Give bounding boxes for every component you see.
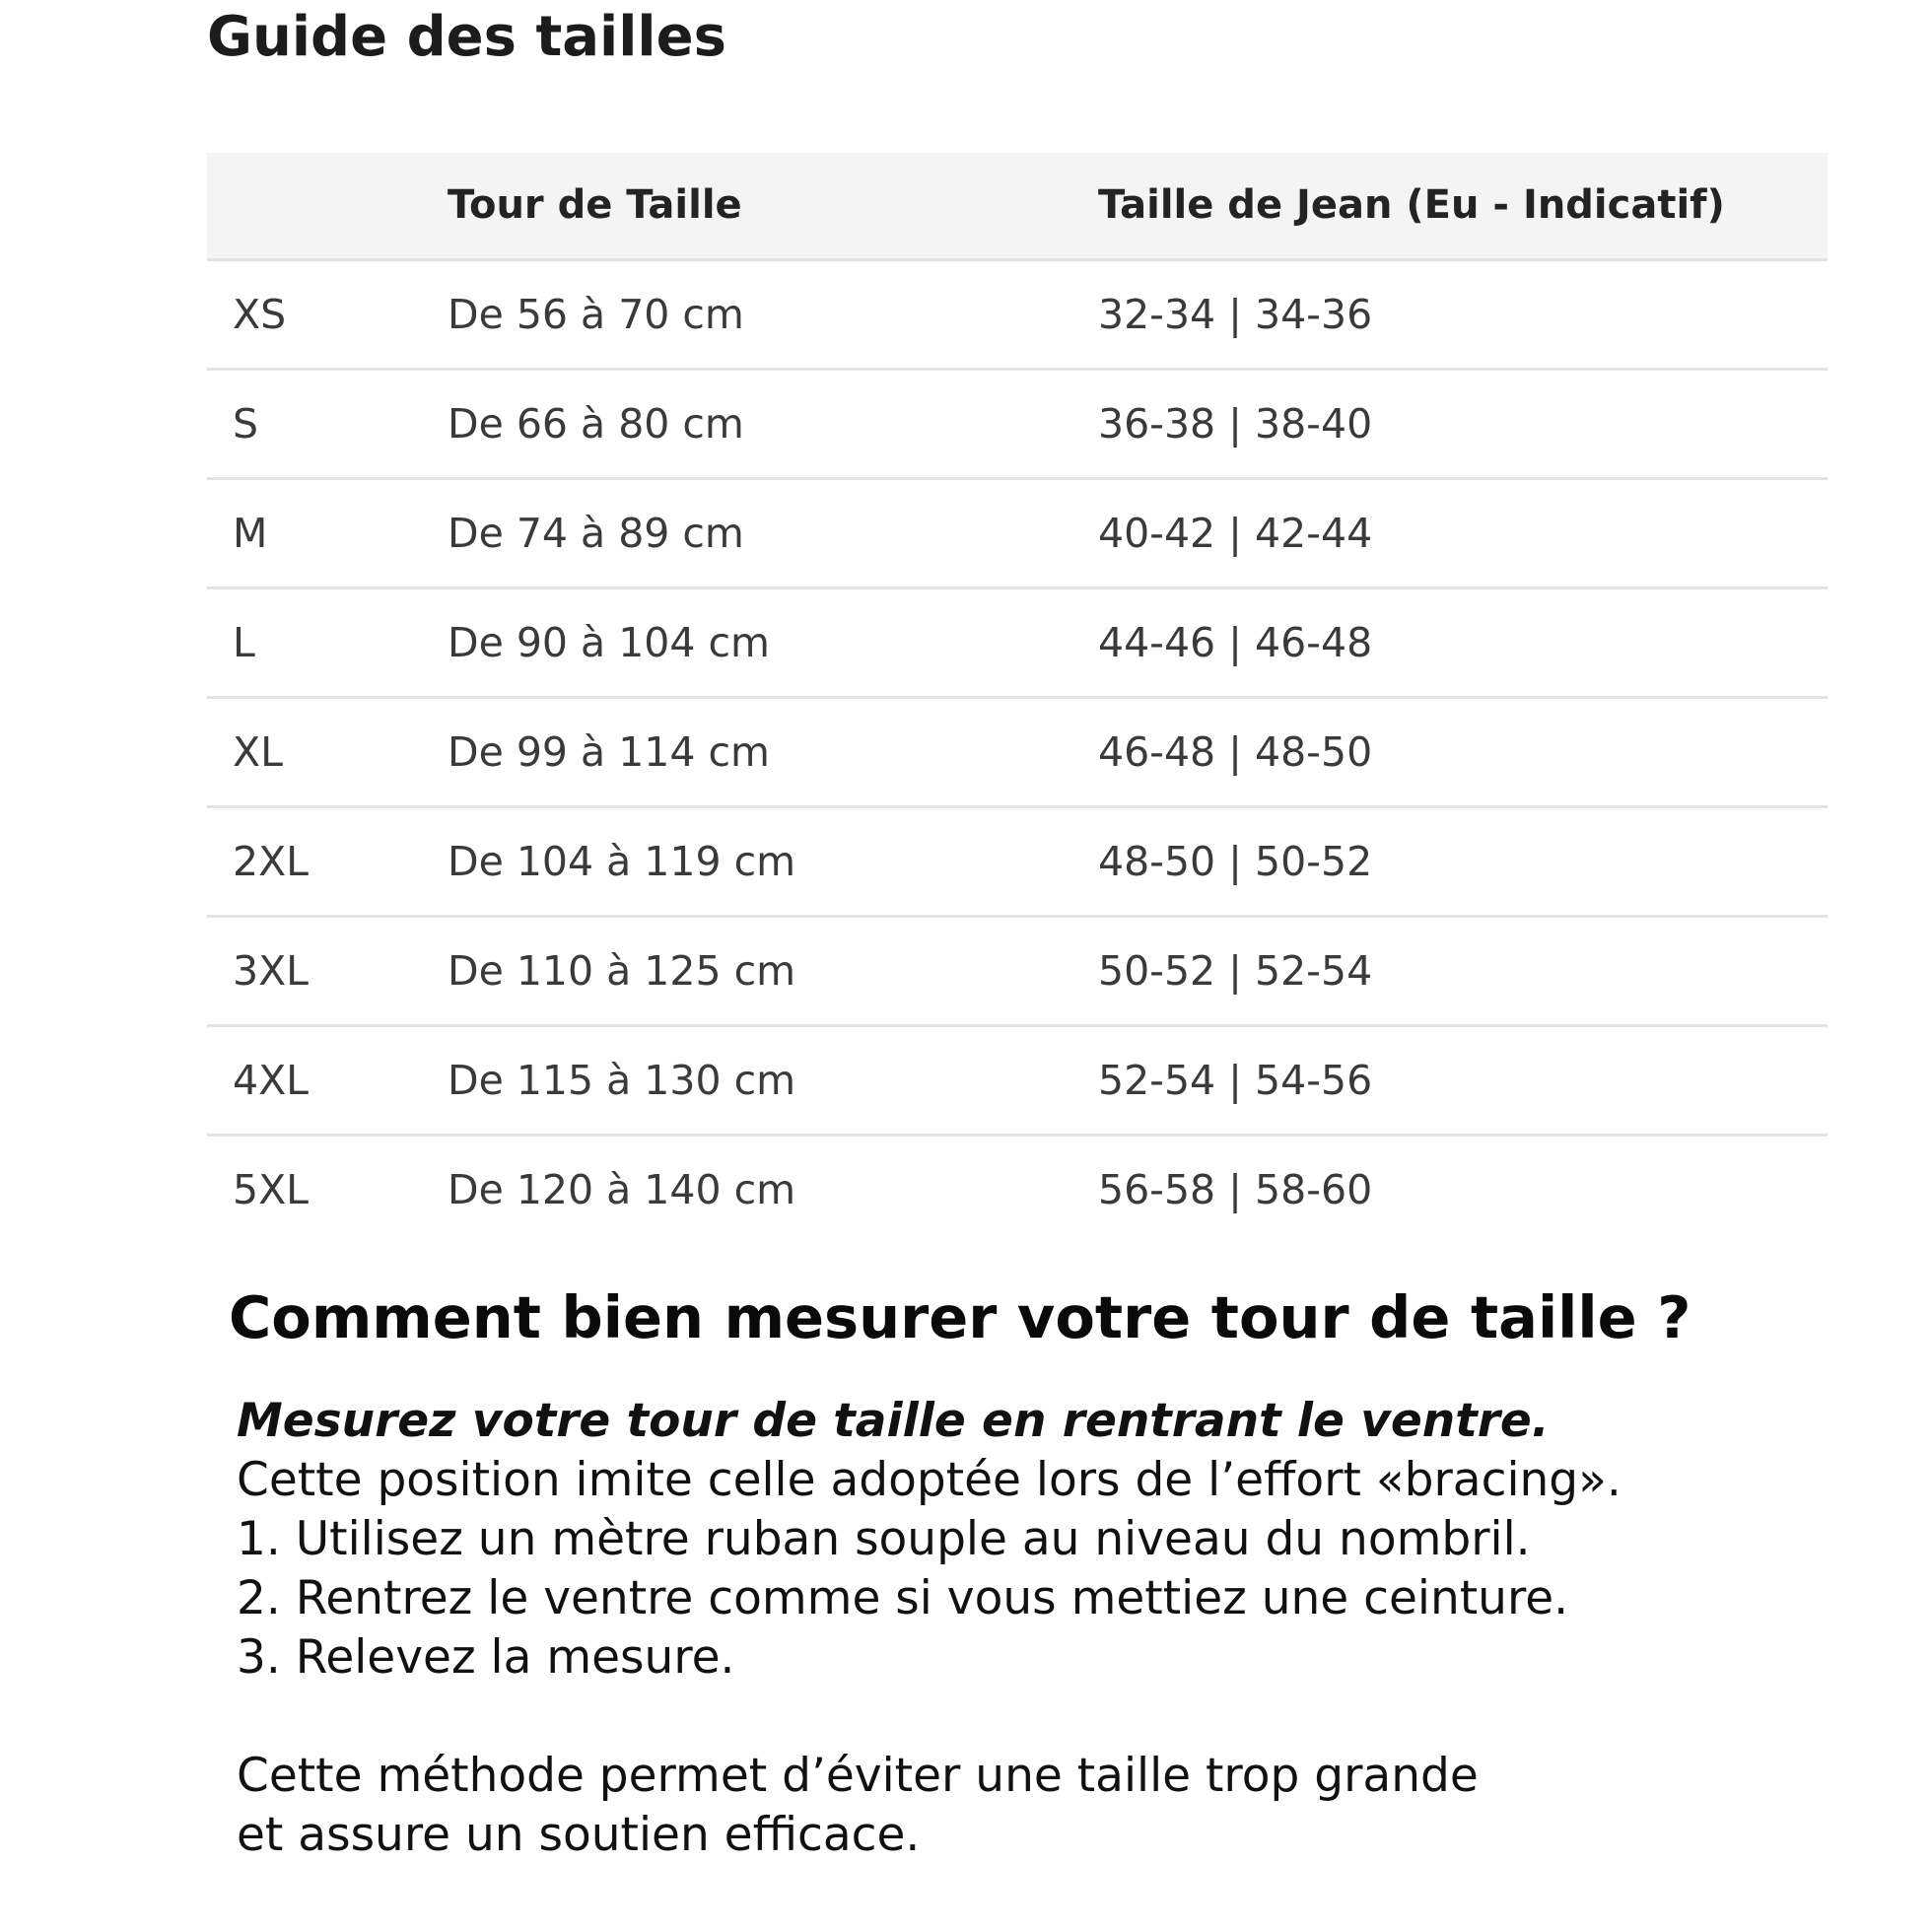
header-size [207, 153, 448, 259]
waist-cell: De 56 à 70 cm [448, 290, 744, 338]
table-header-row [207, 153, 1828, 259]
waist-cell: De 115 à 130 cm [448, 1056, 796, 1104]
instruction-step: 2. Rentrez le ventre comme si vous mettiez une ceinture. [237, 1571, 1569, 1625]
size-cell: L [233, 618, 255, 666]
jean-size-cell: 48-50 | 50-52 [1098, 837, 1373, 885]
page-title: Guide des tailles [207, 5, 726, 69]
instruction-emphasis: Mesurez votre tour de taille en rentrant le ventre. [237, 1394, 1550, 1448]
waist-cell: De 110 à 125 cm [448, 946, 796, 995]
jean-size-cell: 36-38 | 38-40 [1098, 399, 1373, 448]
howto-heading: Comment bien mesurer votre tour de taille ? [229, 1283, 1691, 1351]
jean-size-cell: 50-52 | 52-54 [1098, 946, 1373, 995]
table-row [207, 259, 1828, 369]
measuring-instructions [229, 1281, 1885, 1865]
size-guide-table [207, 153, 1828, 1244]
jean-size-cell: 46-48 | 48-50 [1098, 727, 1373, 776]
size-cell: 3XL [233, 946, 310, 995]
waist-cell: De 74 à 89 cm [448, 509, 744, 557]
waist-cell: De 99 à 114 cm [448, 727, 770, 776]
jean-size-cell: 32-34 | 34-36 [1098, 290, 1373, 338]
jean-size-cell: 40-42 | 42-44 [1098, 509, 1373, 557]
table-row [207, 1025, 1828, 1135]
waist-cell: De 104 à 119 cm [448, 837, 796, 885]
size-cell: 4XL [233, 1056, 310, 1104]
paragraph-spacer [237, 1688, 1885, 1747]
size-cell: S [233, 399, 259, 448]
size-cell: XS [233, 290, 287, 338]
size-cell: 2XL [233, 837, 310, 885]
jean-size-cell: 44-46 | 46-48 [1098, 618, 1373, 666]
table-row [207, 697, 1828, 806]
header-jean-size: Taille de Jean (Eu - Indicatif) [1098, 182, 1725, 229]
size-cell: M [233, 509, 268, 557]
waist-cell: De 66 à 80 cm [448, 399, 744, 448]
waist-cell: De 120 à 140 cm [448, 1166, 796, 1214]
instructions-body [229, 1392, 1885, 1865]
jean-size-cell: 56-58 | 58-60 [1098, 1166, 1373, 1214]
instruction-step: 1. Utilisez un mètre ruban souple au niveau du nombril. [237, 1512, 1531, 1566]
size-cell: XL [233, 727, 283, 776]
instruction-conclusion: Cette méthode permet d’éviter une taille trop grande [237, 1749, 1479, 1803]
table-row [207, 916, 1828, 1025]
waist-cell: De 90 à 104 cm [448, 618, 770, 666]
size-cell: 5XL [233, 1166, 310, 1214]
table-row [207, 369, 1828, 478]
table-row [207, 478, 1828, 587]
table-row [207, 587, 1828, 697]
instruction-step: 3. Relevez la mesure. [237, 1630, 735, 1685]
header-waist: Tour de Taille [448, 182, 742, 229]
jean-size-cell: 52-54 | 54-56 [1098, 1056, 1373, 1104]
table-row [207, 1135, 1828, 1244]
instruction-intro: Cette position imite celle adoptée lors de l’effort «bracing». [237, 1453, 1622, 1507]
table-row [207, 806, 1828, 916]
instruction-conclusion: et assure un soutien efficace. [237, 1808, 921, 1862]
